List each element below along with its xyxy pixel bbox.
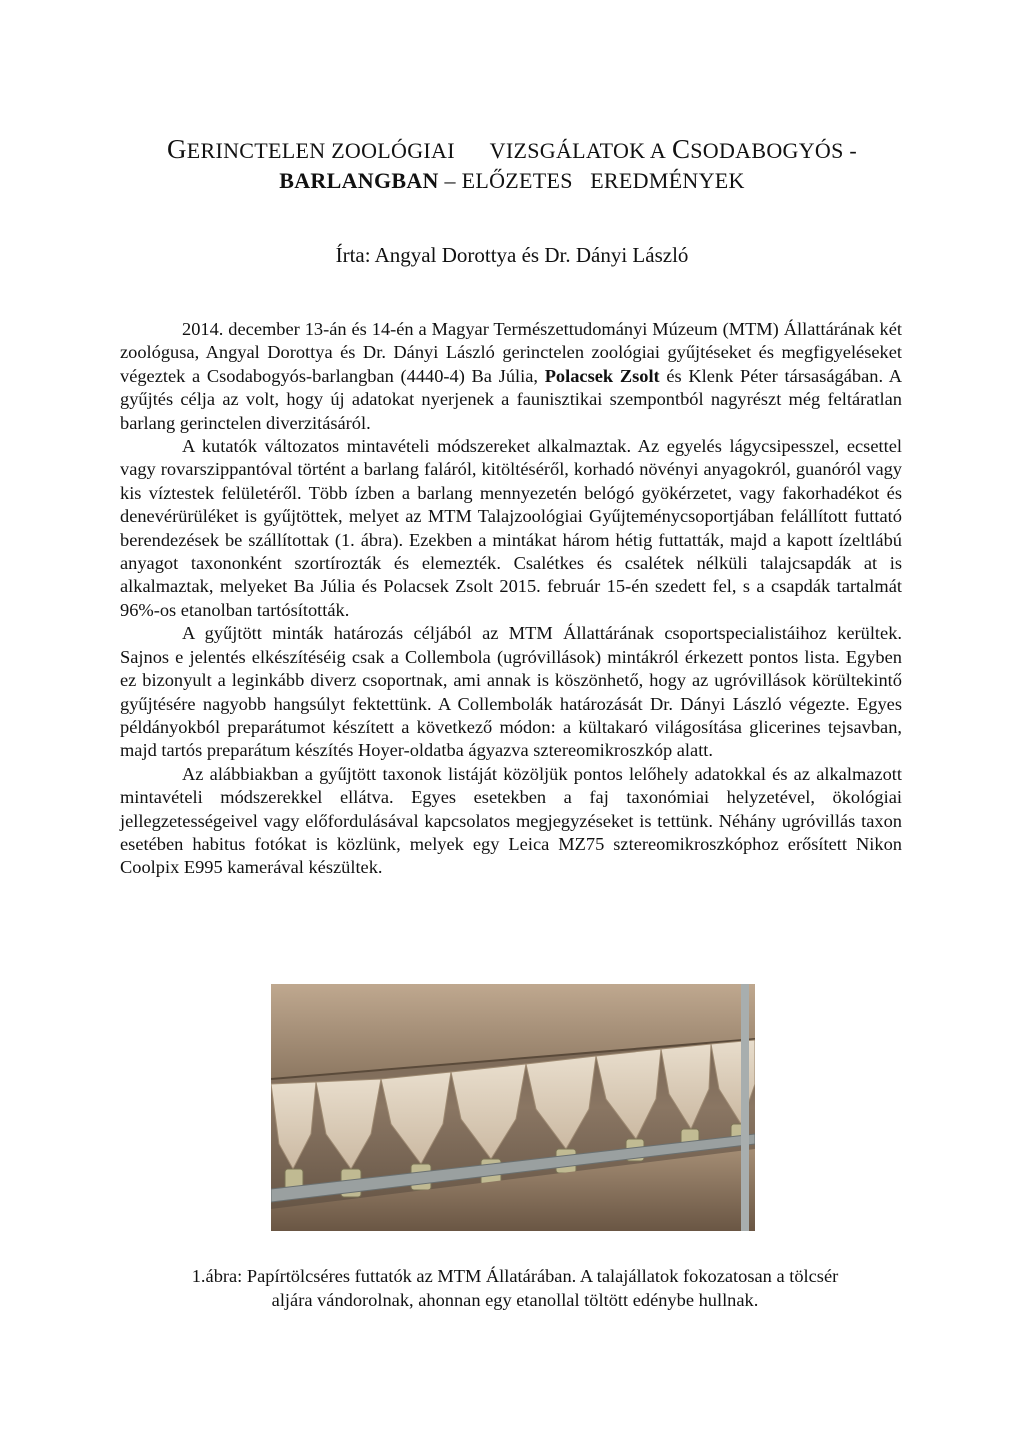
title-part-3: CSODABOGYÓS - xyxy=(671,134,858,164)
title-part-2: VIZSGÁLATOK A xyxy=(489,138,667,163)
bold-name: Polacsek Zsolt xyxy=(544,365,660,386)
title-bold-word: BARLANGBAN xyxy=(279,168,439,193)
paragraph-2: A kutatók változatos mintavételi módszereket alkalmaztak. Az egyelés lágycsipesszel, ecsettel vagy rovarszippantóval történt a barlang faláról, kitöltéséről, korhadó növényi anyagokról, guanóról vagy kis víztestek felületéről. Több ízben a barlang mennyezetén belógó gyökérzetet, vagy fakorhadékot és denevérürüléket is gyűjtöttek, melyet az MTM Talajzoológiai Gyűjteménycsoportjában felállított futtató berendezések be szállítottak (1. ábra). Ezekben a mintákat három hétig futtatták, majd a kapott ízeltlábú anyagot taxononként szortírozták és elemezték. Csalétkes és csalétek nélküli talajcsapdák at is alkalmaztak, melyeket Ba Júlia és Polacsek Zsolt 2015. február 15-én szedett fel, s a csapdák tartalmát 96%-os etanolban tartósították. xyxy=(120,436,902,620)
caption-line-1: 1.ábra: Papírtölcséres futtatók az MTM Állatárában. A talajállatok fokozatosan a tölcsér xyxy=(191,1266,839,1286)
title-line-2 xyxy=(120,166,904,196)
figure-caption xyxy=(130,1264,900,1312)
title-line-1 xyxy=(120,134,904,166)
article-body xyxy=(120,318,902,880)
title-part-1: GERINCTELEN ZOOLÓGIAI xyxy=(166,134,455,164)
paragraph-1: 2014. december 13-án és 14-én a Magyar Természettudományi Múzeum (MTM) Állattárának két zoológusa, Angyal Dorottya és Dr. Dányi László gerinctelen zoológiai gyűjtéseket és megfigyeléseket végeztek a Csodabogyós-barlangban (4440-4) Ba Júlia, Polacsek Zsolt és Klenk Péter társaságában. A gyűjtés célja az volt, hogy új adatokat nyerjenek a faunisztikai szempontból nagyrészt még feltáratlan barlang gerinctelen diverzitásáról. xyxy=(120,319,902,433)
authors-line: Írta: Angyal Dorottya és Dr. Dányi László xyxy=(335,243,689,267)
paragraph-3: A gyűjtött minták határozás céljából az MTM Állattárának csoportspecialistáihoz kerültek. Sajnos e jelentés elkészítéséig csak a Collembola (ugróvillások) mintákról érkezett pontos lista. Egyben ez bizonyult a leginkább diverz csoportnak, ami annak is köszönhető, hogy az ugróvillások körültekintő gyűjtésére nagyobb hangsúlyt fektettünk. A Collembolák határozását Dr. Dányi László végezte. Egyes példányokból preparátumot készített a következő módon: a kültakaró világosítása glicerines tejsavban, majd tartós preparátum készítés Hoyer-oldatba ágyazva sztereomikroszkóp alatt. xyxy=(120,623,902,761)
title-line-2-rest: – ELŐZETES EREDMÉNYEK xyxy=(438,168,745,193)
figure-photo-funnels xyxy=(271,984,755,1231)
funnel-photo-illustration xyxy=(271,984,755,1231)
paragraph-4: Az alábbiakban a gyűjtött taxonok listáját közöljük pontos lelőhely adatokkal és az alkalmazott mintavételi módszerekkel ellátva. Egyes esetekben a faj taxonómiai helyzetével, ökológiai jellegzetességeivel vagy előfordulásával kapcsolatos megjegyzéseket is tettünk. Néhány ugróvillás taxon esetében habitus fotókat is közlünk, melyek egy Leica MZ75 sztereomikroszkóphoz erősített Nikon Coolpix E995 kamerával készültek. xyxy=(120,763,902,878)
caption-line-2: aljára vándorolnak, ahonnan egy etanollal töltött edénybe hullnak. xyxy=(271,1290,759,1310)
